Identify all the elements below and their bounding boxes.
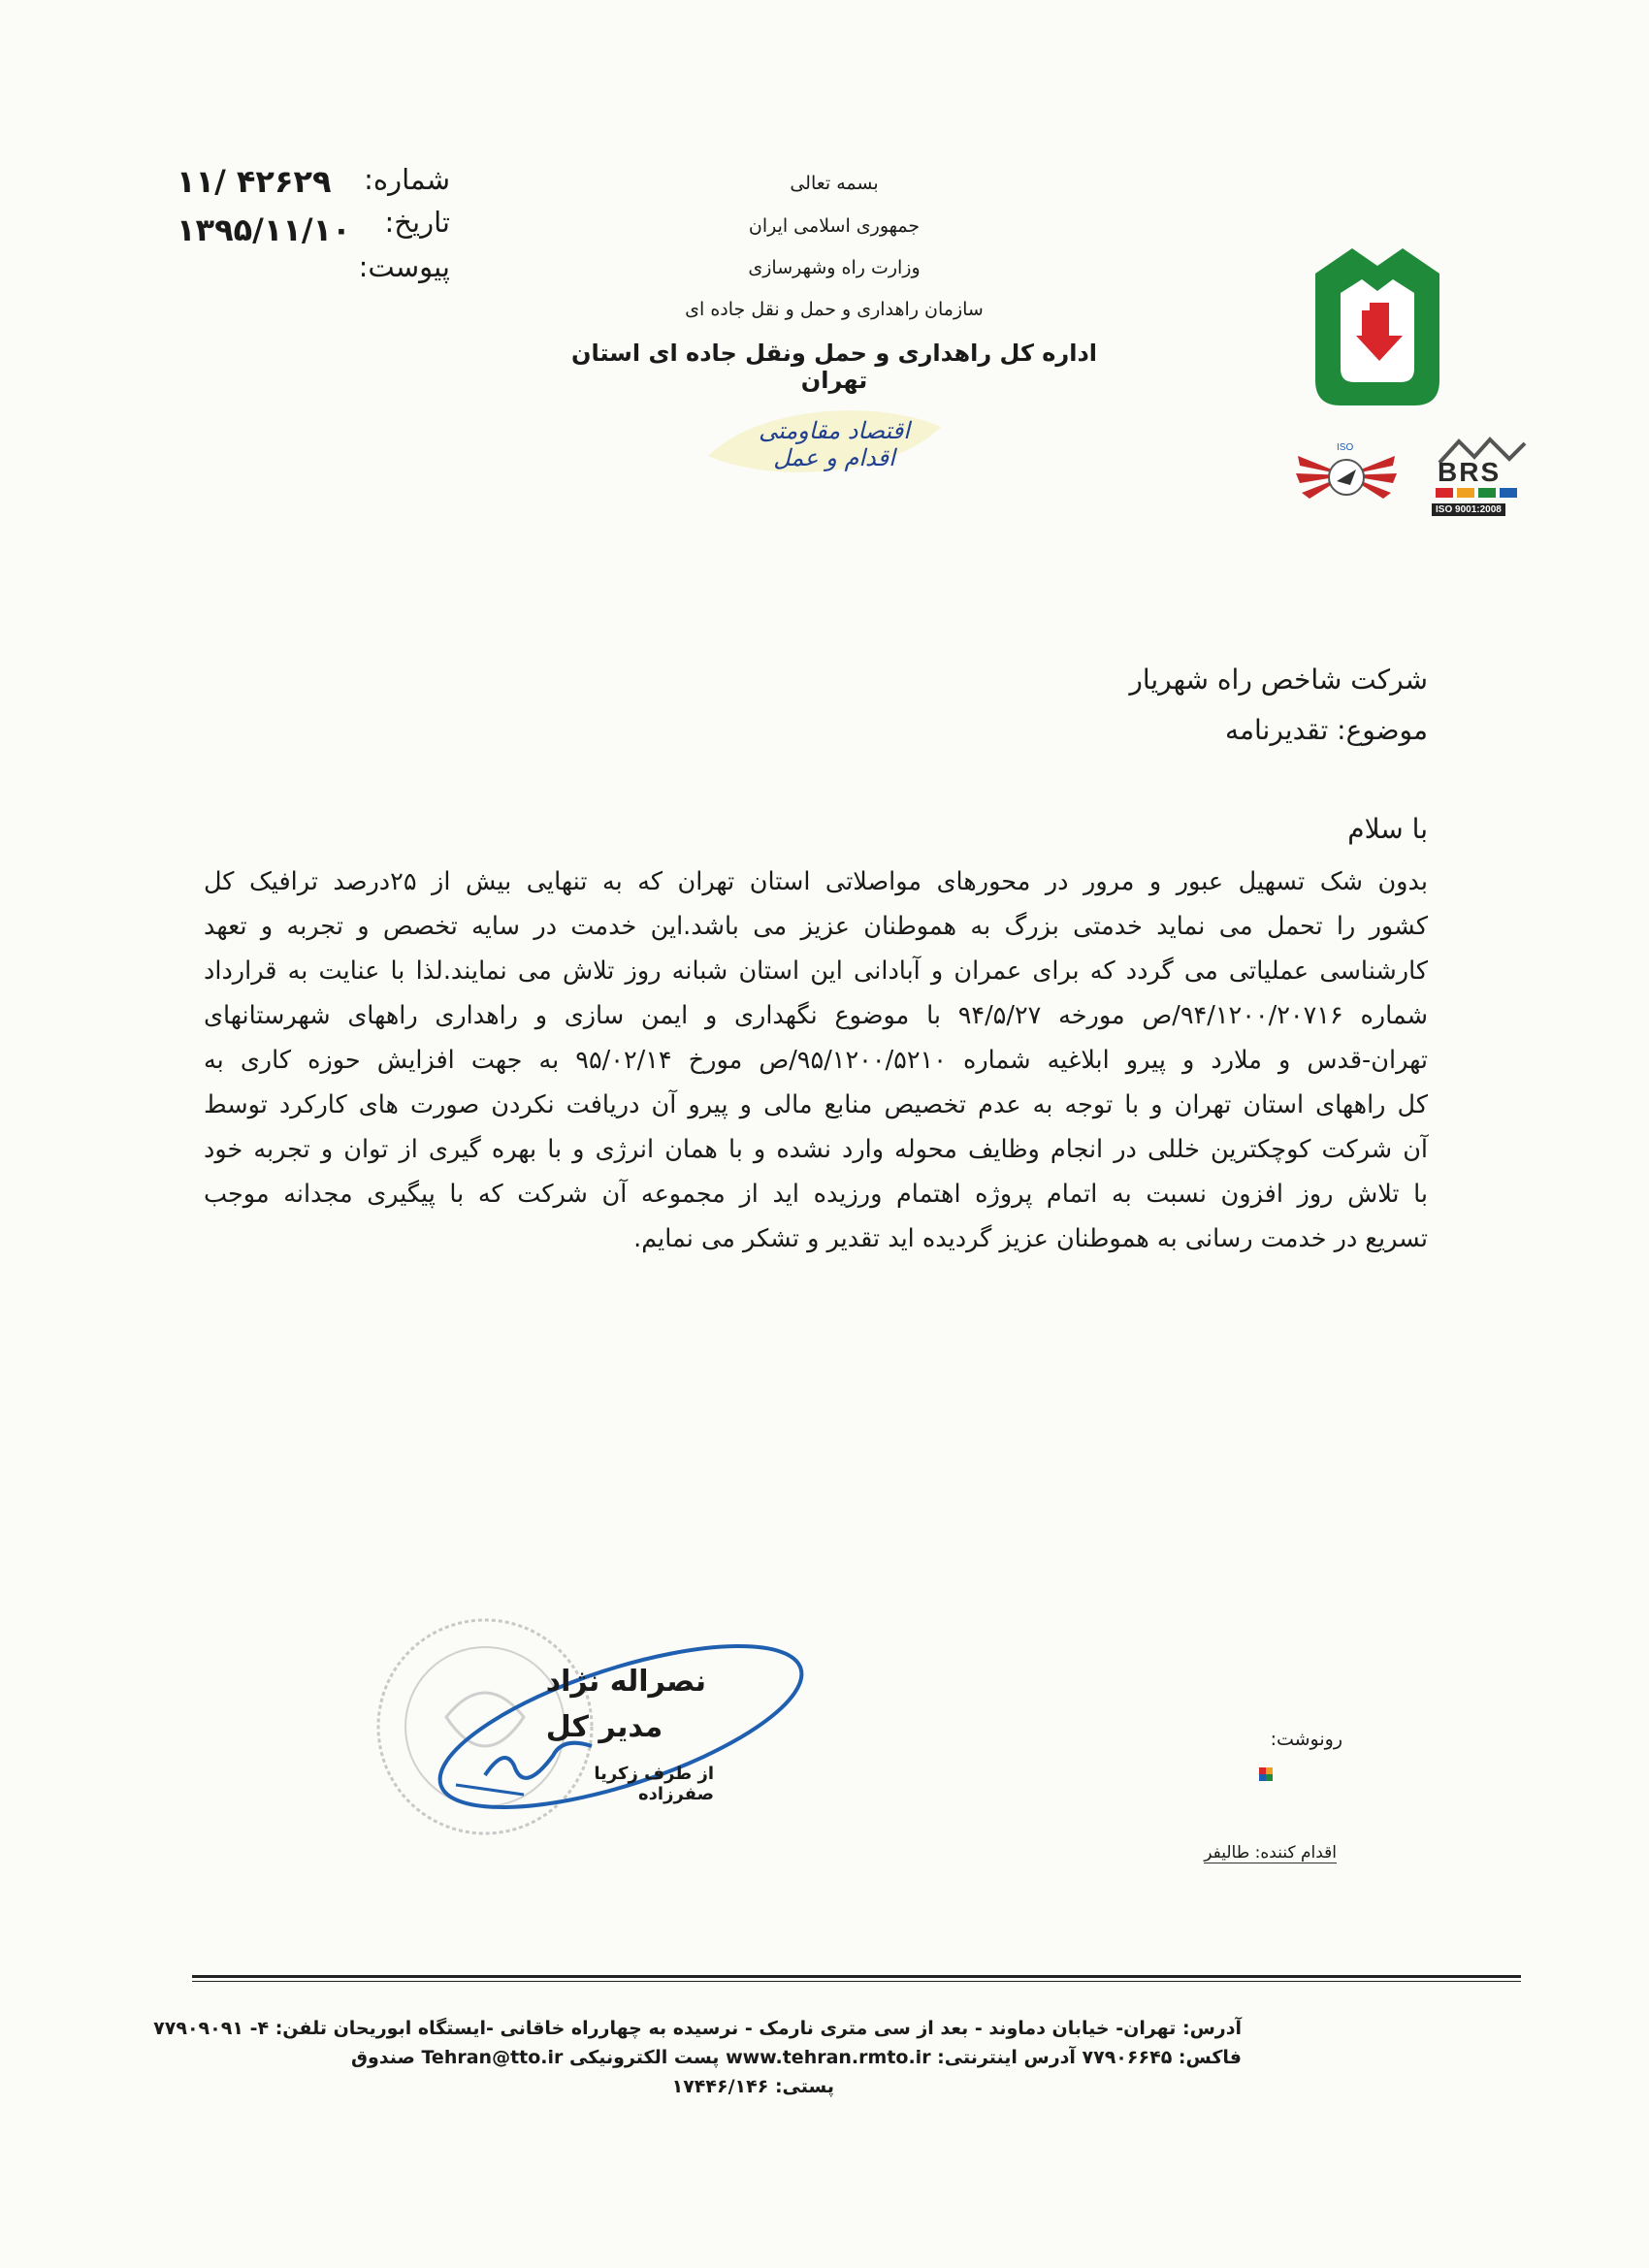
office-title: اداره کل راهداری و حمل ونقل جاده ای استان تهران xyxy=(570,340,1098,394)
republic-title: جمهوری اسلامی ایران xyxy=(748,215,921,237)
footer-divider-bottom xyxy=(192,1981,1521,1982)
body-line: تهران-قدس و ملارد و پیرو ابلاغیه شماره ۹۵/۱۲۰۰/۵۲۱۰/ص مورخ ۹۵/۰۲/۱۴ به جهت افزایش حوزه کاری به xyxy=(204,1046,1428,1075)
iso-small-text: ISO xyxy=(1337,442,1354,453)
rmto-logo xyxy=(1310,244,1445,409)
action-by: اقدام کننده: طالیفر xyxy=(1204,1843,1337,1863)
letter-body xyxy=(204,859,1428,1261)
body-line: شماره ۹۴/۱۲۰۰/۲۰۷۱۶/ص مورخه ۹۴/۵/۲۷ با موضوع نگهداری و ایمن سازی و راهداری راههای شهرستانهای xyxy=(204,1001,1428,1030)
signer-on-behalf: از طرف زکریا صفرزاده xyxy=(594,1764,714,1804)
ministry-title: وزارت راه وشهرسازی xyxy=(748,257,921,278)
body-line: آن شرکت کوچکترین خللی در انجام وظایف محوله وارد نشده و با همان انرژی و با بهره گیری از توان و تجربه خود xyxy=(204,1135,1428,1164)
signer-title: مدیر کل xyxy=(545,1710,663,1744)
signer-name: نصراله نژاد xyxy=(545,1665,706,1699)
attachment-label: پیوست: xyxy=(358,250,450,283)
organization-title: سازمان راهداری و حمل و نقل جاده ای xyxy=(685,299,984,320)
subject-line: موضوع: تقدیرنامه xyxy=(1225,714,1428,746)
body-line: کل راههای استان تهران و با توجه به عدم تخصیص منابع مالی و پیرو آن دریافت نکردن صورت های کارکرد توسط xyxy=(204,1090,1428,1119)
body-line: با تلاش روز افزون نسبت به اتمام پروژه اهتمام ورزیده اید از مجموعه آن شرکت که با پیگیری مجدانه موجب xyxy=(204,1180,1428,1209)
footer-divider-top xyxy=(192,1975,1521,1978)
date-label: تاریخ: xyxy=(384,206,450,239)
footer-contact: فاکس: ۷۷۹۰۶۶۴۵ آدرس اینترنتی: www.tehran.rmto.ir پست الکترونیکی Tehran@tto.ir صندوق xyxy=(350,2047,1242,2068)
date-value: ۱۳۹۵/۱۱/۱۰ xyxy=(177,211,351,248)
body-line: تسریع در خدمت رسانی به هموطنان عزیز گردیده اید تقدیر و تشکر می نمایم. xyxy=(633,1224,1428,1253)
iso-text: ISO 9001:2008 xyxy=(1432,503,1505,516)
footer-address: آدرس: تهران- خیابان دماوند - بعد از سی متری نارمک - نرسیده به چهارراه خاقانی -ایستگاه ابوریحان تلفن: ۴- ۷۷۹۰۹۰۹۱ xyxy=(153,2018,1242,2039)
basmala: بسمه تعالی xyxy=(790,173,879,194)
iso-seal-logo xyxy=(1288,437,1405,514)
brs-iso-logo xyxy=(1432,434,1538,521)
greeting: با سلام xyxy=(1347,813,1428,845)
brs-color-bar xyxy=(1436,488,1517,498)
motto-logo xyxy=(698,388,951,495)
number-value: ۱۱/ ۴۲۶۲۹ xyxy=(177,163,332,200)
recipient-company: شرکت شاخص راه شهریار xyxy=(1129,664,1428,696)
body-line: کشور را تحمل می نماید خدمتی بزرگ به هموطنان عزیز می باشد.این خدمت در سایه تخصص و تجربه و تعهد xyxy=(204,912,1428,941)
cc-label: رونوشت: xyxy=(1270,1729,1342,1750)
body-line: کارشناسی عملیاتی می گردد که برای عمران و آبادانی این استان شبانه روز تلاش می نمایند.لذا با عنایت به قرارداد xyxy=(204,956,1428,986)
number-label: شماره: xyxy=(364,163,450,196)
brs-text: BRS xyxy=(1438,457,1502,487)
body-line: بدون شک تسهیل عبور و مرور در محورهای مواصلاتی استان تهران که به تنهایی بیش از ۲۵درصد ترافیک کل xyxy=(204,867,1428,896)
motto-text: اقتصاد مقاومتی اقدام و عمل xyxy=(759,417,910,471)
footer-postbox: پستی: ۱۷۴۴۶/۱۴۶ xyxy=(671,2076,834,2097)
cc-mark-icon xyxy=(1257,1766,1275,1783)
